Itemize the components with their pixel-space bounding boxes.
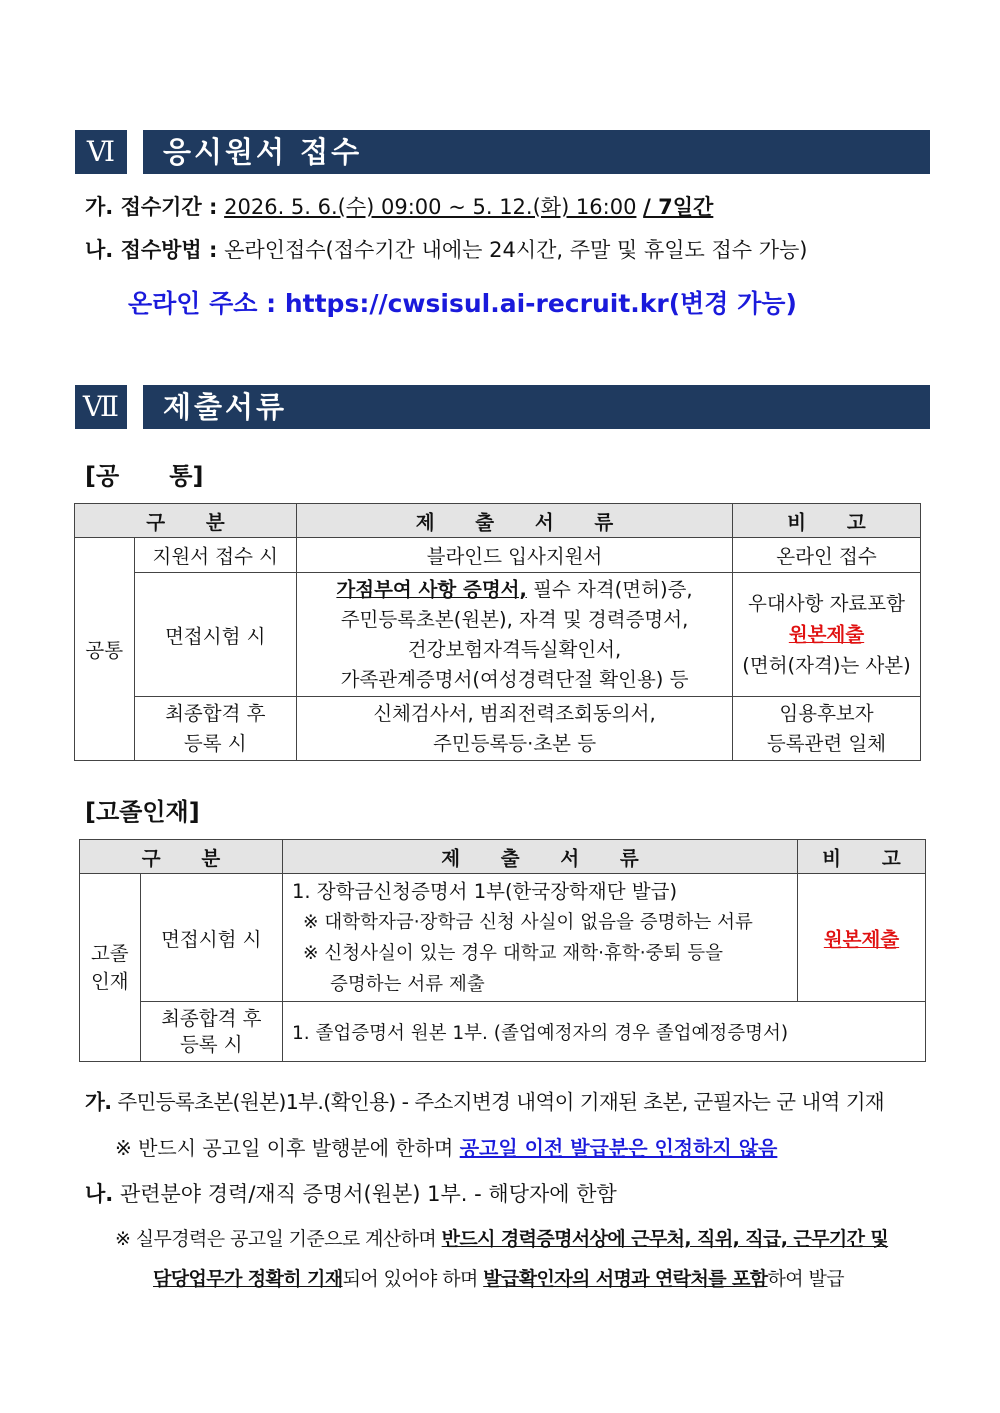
table1-row3-stage2: 등록 시 — [183, 731, 247, 755]
section-6-title: 응시원서 접수 — [143, 130, 930, 174]
table2-group — [80, 874, 141, 1062]
table1-row2-docs-line2: 주민등록초본(원본), 자격 및 경력증명서, — [340, 607, 689, 631]
section-7-title: 제출서류 — [143, 385, 930, 429]
item-ga-note-emph: 공고일 이전 발급분은 인정하지 않음 — [459, 1136, 778, 1160]
table1-header-note: 비 고 — [733, 504, 921, 538]
table2-row1-docs2: ※ 대학학자금·장학금 신청 사실이 없음을 증명하는 서류 — [303, 911, 753, 933]
item-na-text: 관련분야 경력/재직 증명서(원본) 1부. - 해당자에 한함 — [119, 1182, 617, 1206]
table1-row2-stage: 면접시험 시 — [134, 573, 296, 697]
table2-group-line1: 고졸 — [90, 941, 129, 965]
section-6-header — [75, 130, 930, 174]
table1-header-documents: 제 출 서 류 — [297, 504, 733, 538]
highschool-documents-table — [79, 839, 926, 1062]
item-na-note-p3: 하여 발급 — [767, 1268, 845, 1290]
table2-row2-stage — [140, 1002, 282, 1062]
period-label: 가. 접수기간 : — [85, 195, 218, 219]
table2-row1-docs — [283, 874, 798, 1002]
table2-header-category: 구 분 — [80, 840, 283, 874]
table2-row2-docs: 1. 졸업증명서 원본 1부. (졸업예정자의 경우 졸업예정증명서) — [283, 1002, 926, 1062]
table2-group-line2: 인재 — [90, 969, 129, 993]
table2-row1-docs3: ※ 신청사실이 있는 경우 대학교 재학·휴학·중퇴 등을 — [303, 942, 723, 964]
table2-row1-docs4: 증명하는 서류 제출 — [330, 973, 485, 995]
table2-row1-stage: 면접시험 시 — [140, 874, 282, 1002]
item-na-note-p1: ※ 실무경력은 공고일 기준으로 계산하며 — [115, 1228, 442, 1250]
method-value: 온라인접수(접수기간 내에는 24시간, 주말 및 휴일도 접수 가능) — [224, 238, 808, 262]
table2-row1-note: 원본제출 — [798, 874, 926, 1002]
table1-row3-docs1: 신체검사서, 범죄전력조회동의서, — [373, 701, 656, 725]
table-row — [75, 697, 921, 761]
table1-row2-note3: (면허(자격)는 사본) — [742, 654, 911, 677]
period-days: / 7일간 — [643, 195, 714, 219]
table1-row3-note — [733, 697, 921, 761]
table1-row2-note2: 원본제출 — [788, 623, 865, 646]
method-label: 나. 접수방법 : — [85, 238, 218, 262]
item-na-note-b2: 담당업무가 정확히 기재 — [153, 1268, 343, 1290]
section-6-number: Ⅵ — [75, 130, 127, 174]
hs-heading: [고졸인재] — [85, 798, 200, 826]
table2-header-documents: 제 출 서 류 — [283, 840, 798, 874]
item-na-note-line2 — [153, 1264, 844, 1291]
table-row — [75, 573, 921, 697]
item-ga — [85, 1085, 884, 1115]
table1-row3-note2: 등록관련 일체 — [766, 731, 887, 755]
table1-row1-docs: 블라인드 입사지원서 — [297, 538, 733, 573]
online-address: 온라인 주소 : https://cwsisul.ai-recruit.kr(변경 가능) — [128, 289, 797, 318]
table1-row2-docs-line1: 필수 자격(면허)증, — [526, 577, 693, 601]
table1-row2-docs-line3: 건강보험자격득실확인서, — [407, 637, 622, 661]
table1-row2-note1: 우대사항 자료포함 — [748, 592, 905, 615]
table2-header-note: 비 고 — [798, 840, 926, 874]
table1-row2-note — [733, 573, 921, 697]
item-na-label: 나. — [85, 1182, 114, 1206]
table-row — [75, 538, 921, 573]
table1-header-category: 구 분 — [75, 504, 297, 538]
table1-row3-docs2: 주민등록등·초본 등 — [432, 731, 597, 755]
table1-row3-stage1: 최종합격 후 — [165, 701, 266, 725]
item-ga-note — [115, 1132, 777, 1161]
item-ga-text: 주민등록초본(원본)1부.(확인용) - 주소지변경 내역이 기재된 초본, 군필자는 군 내역 기재 — [117, 1090, 885, 1114]
section-7-header — [75, 385, 930, 429]
table1-row1-note: 온라인 접수 — [733, 538, 921, 573]
item-na-note-b3: 발급확인자의 서명과 연락처를 포함 — [483, 1268, 768, 1290]
period-line — [85, 191, 713, 221]
item-na-note-b1: 반드시 경력증명서상에 근무처, 직위, 직급, 근무기간 및 — [441, 1228, 889, 1250]
item-ga-label: 가. — [85, 1090, 112, 1114]
table1-row2-docs-emph: 가점부여 사항 증명서, — [336, 577, 527, 601]
item-na-note-line1 — [115, 1224, 888, 1251]
common-heading: [공 통] — [85, 462, 204, 490]
section-7-number: Ⅶ — [75, 385, 127, 429]
table1-row3-stage — [134, 697, 296, 761]
item-na-note-p2: 되어 있어야 하며 — [342, 1268, 484, 1290]
table1-row3-docs — [297, 697, 733, 761]
table1-row2-docs — [297, 573, 733, 697]
table-row — [80, 1002, 926, 1062]
item-na — [85, 1178, 617, 1208]
method-line — [85, 234, 808, 264]
table1-row2-docs-line4: 가족관계증명서(여성경력단절 확인용) 등 — [340, 667, 689, 691]
table1-group: 공통 — [75, 538, 135, 761]
table-row — [80, 874, 926, 1002]
table1-row3-note1: 임용후보자 — [779, 701, 874, 725]
item-ga-note-text: ※ 반드시 공고일 이후 발행분에 한하며 — [115, 1136, 460, 1160]
common-documents-table — [74, 503, 921, 761]
table1-row1-stage: 지원서 접수 시 — [134, 538, 296, 573]
table2-row2-stage1: 최종합격 후 — [161, 1006, 262, 1030]
period-value: 2026. 5. 6.(수) 09:00 ~ 5. 12.(화) 16:00 — [224, 195, 637, 219]
table2-row2-stage2: 등록 시 — [179, 1032, 243, 1056]
table2-row1-docs1: 1. 장학금신청증명서 1부(한국장학재단 발급) — [292, 879, 678, 903]
